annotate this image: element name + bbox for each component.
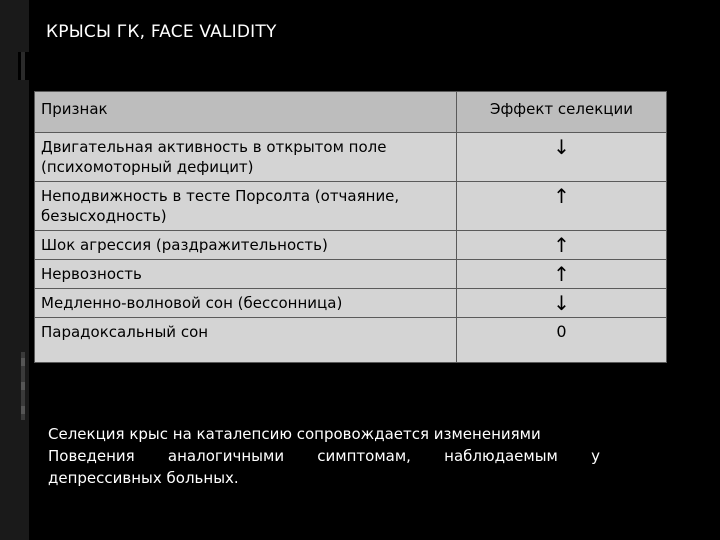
effect-cell: ↓	[457, 133, 667, 182]
effect-cell: ↓	[457, 289, 667, 318]
effect-cell: ↑	[457, 182, 667, 231]
table-header-row	[35, 92, 667, 133]
slide-title: КРЫСЫ ГК, FACE VALIDITY	[46, 22, 277, 42]
trait-cell: Шок агрессия (раздражительность)	[35, 231, 457, 260]
trait-cell: Парадоксальный сон	[35, 318, 457, 363]
table-row	[35, 318, 667, 363]
side-stripe	[21, 406, 25, 414]
footnote-text	[48, 423, 600, 489]
side-stripe	[21, 52, 25, 80]
trait-cell: Медленно-волновой сон (бессонница)	[35, 289, 457, 318]
footnote-line-justified	[48, 445, 600, 467]
table-row	[35, 231, 667, 260]
footnote-word: Поведения	[48, 447, 135, 465]
table-row	[35, 289, 667, 318]
header-trait: Признак	[35, 92, 457, 133]
footnote-word: симптомам,	[317, 447, 411, 465]
effect-cell: 0	[457, 318, 667, 363]
side-stripe	[21, 382, 25, 390]
table-row	[35, 133, 667, 182]
effect-cell: ↑	[457, 231, 667, 260]
trait-cell: Неподвижность в тесте Порсолта (отчаяние, безысходность)	[35, 182, 457, 231]
trait-effect-table	[34, 91, 667, 363]
footnote-word: у	[591, 447, 600, 465]
footnote-line: депрессивных больных.	[48, 469, 239, 487]
trait-cell: Нервозность	[35, 260, 457, 289]
footnote-line: Селекция крыс на каталепсию сопровождается изменениями	[48, 425, 541, 443]
side-stripe	[21, 358, 25, 366]
trait-cell: Двигательная активность в открытом поле (психомоторный дефицит)	[35, 133, 457, 182]
header-effect: Эффект селекции	[457, 92, 667, 133]
table-row	[35, 260, 667, 289]
footnote-word: наблюдаемым	[444, 447, 558, 465]
decorative-side-bar	[0, 0, 29, 540]
effect-cell: ↑	[457, 260, 667, 289]
footnote-word: аналогичными	[167, 447, 285, 465]
table-row	[35, 182, 667, 231]
